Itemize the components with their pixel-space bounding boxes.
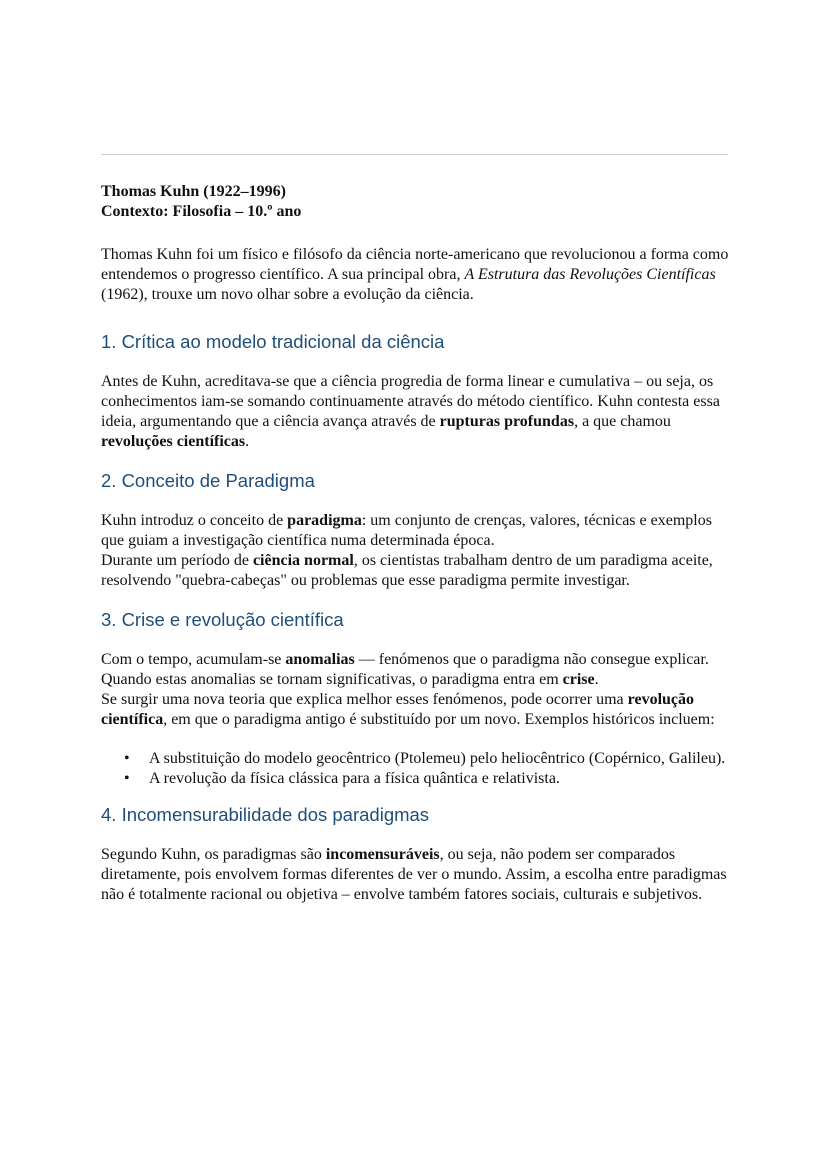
bold-term: incomensuráveis xyxy=(325,846,440,863)
document-body xyxy=(101,182,731,905)
bold-term: crise xyxy=(562,671,595,688)
section-paragraph-crise-2 xyxy=(101,690,731,730)
bullet-icon: • xyxy=(124,770,130,787)
section-paragraph-paradigma-1 xyxy=(101,511,731,551)
text-span: . xyxy=(594,671,599,688)
document-title: Thomas Kuhn (1922–1996) xyxy=(101,183,286,200)
section-paragraph-paradigma-2 xyxy=(101,551,731,591)
section-paragraph-critica xyxy=(101,372,731,452)
section-heading-critica: 1. Crítica ao modelo tradicional da ciência xyxy=(101,331,445,352)
intro-text-2: (1962), trouxe um novo olhar sobre a evolução da ciência. xyxy=(101,286,474,303)
bold-term: anomalias xyxy=(285,651,355,668)
intro-paragraph xyxy=(101,245,731,305)
intro-text-1: Thomas Kuhn foi um físico e filósofo da ciência norte-americano que revolucionou a forma como entendemos o progresso científico. A sua principal obra, xyxy=(101,246,729,283)
bold-term: revoluções científicas xyxy=(101,433,246,450)
examples-bullet-list xyxy=(101,749,731,789)
list-item-text: A substituição do modelo geocêntrico (Ptolemeu) pelo heliocêntrico (Copérnico, Galileu). xyxy=(149,750,726,767)
text-span: Segundo Kuhn, os paradigmas são xyxy=(101,846,326,863)
section-heading-paradigma: 2. Conceito de Paradigma xyxy=(101,470,315,491)
text-span: Durante um período de xyxy=(101,552,253,569)
text-span: , ou seja, não podem ser comparados diretamente, pois envolvem formas diferentes de ver o mundo. Assim, a escolha entre paradigmas não é totalmente racional ou objetiva – envolve também fatores sociais, culturais e subjetivos. xyxy=(101,846,727,903)
text-span: Se surgir uma nova teoria que explica melhor esses fenómenos, pode ocorrer uma xyxy=(101,691,628,708)
bold-term: rupturas profundas xyxy=(439,413,575,430)
text-span: , os cientistas trabalham dentro de um paradigma aceite, resolvendo "quebra-cabeças" ou problemas que esse paradigma permite investigar. xyxy=(101,552,713,589)
list-item-text: A revolução da física clássica para a física quântica e relativista. xyxy=(149,770,560,787)
bullet-icon: • xyxy=(124,750,130,767)
bold-term: paradigma xyxy=(287,512,362,529)
list-item xyxy=(124,749,731,769)
section-heading-crise: 3. Crise e revolução científica xyxy=(101,609,344,630)
work-title: A Estrutura das Revoluções Científicas xyxy=(464,266,716,283)
text-span: Kuhn introduz o conceito de xyxy=(101,512,288,529)
section-heading-incomensurabilidade: 4. Incomensurabilidade dos paradigmas xyxy=(101,804,430,825)
text-span: , a que chamou xyxy=(574,413,671,430)
text-span: . xyxy=(245,433,250,450)
text-span: — fenómenos que o paradigma não consegue explicar. Quando estas anomalias se tornam significativas, o paradigma entra em xyxy=(101,651,709,688)
text-span: Com o tempo, acumulam-se xyxy=(101,651,286,668)
list-item xyxy=(124,769,731,789)
top-horizontal-rule xyxy=(101,154,728,155)
bold-term: ciência normal xyxy=(252,552,354,569)
text-span: : um conjunto de crenças, valores, técnicas e exemplos que guiam a investigação científica numa determinada época. xyxy=(101,512,712,549)
text-span: , em que o paradigma antigo é substituído por um novo. Exemplos históricos incluem: xyxy=(163,711,715,728)
bold-term: revolução científica xyxy=(101,691,695,728)
section-paragraph-incomensurabilidade xyxy=(101,845,731,905)
document-context: Contexto: Filosofia – 10.º ano xyxy=(101,203,302,220)
section-paragraph-crise-1 xyxy=(101,650,731,690)
text-span: Antes de Kuhn, acreditava-se que a ciência progredia de forma linear e cumulativa – ou seja, os conhecimentos iam-se somando continuamente através do método científico. Kuhn contesta essa ideia, argumentando que a ciência avança através de xyxy=(101,373,720,430)
